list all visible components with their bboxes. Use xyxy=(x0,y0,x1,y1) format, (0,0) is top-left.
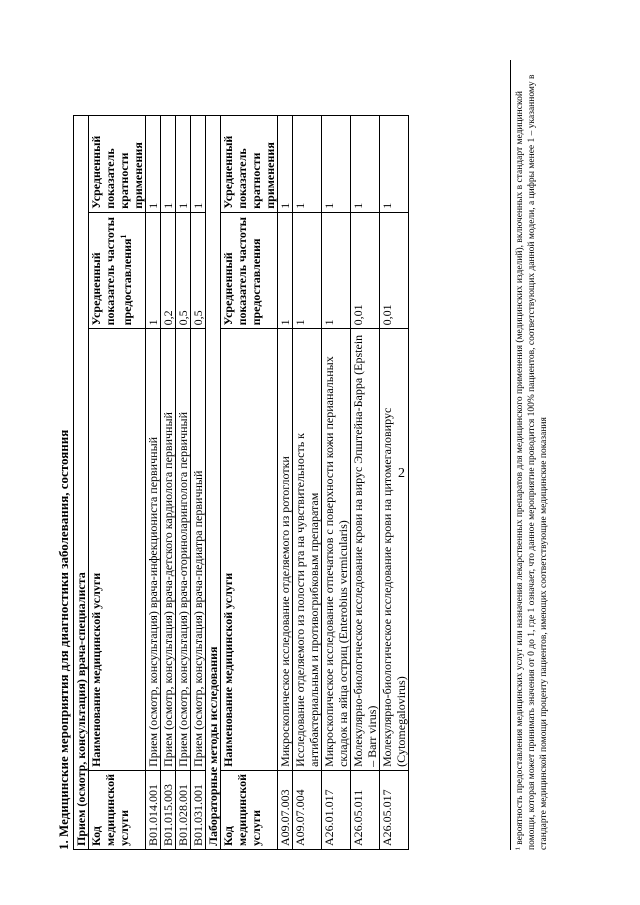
row-name: Микроскопическое исследование отпечатков с поверхности кожи перианальных складок на яйца остриц (Enterobius vermicularis) xyxy=(322,329,351,771)
row-name: Исследование отделяемого из полости рта на чувствительность к антибактериальным и противогрибковым препаратам xyxy=(293,329,322,771)
table-row xyxy=(322,116,351,850)
row-code: B01.015.003 xyxy=(161,770,176,849)
row-name: Молекулярно-биологическое исследование крови на вирус Эпштейна-Барра (Epstein – Barr virus) xyxy=(351,329,380,771)
table-row xyxy=(380,116,409,850)
row-frequency: 0,01 xyxy=(351,212,380,329)
table-row xyxy=(176,116,191,850)
row-code: B01.014.001 xyxy=(146,770,161,849)
row-code: A09.07.003 xyxy=(278,770,293,849)
row-frequency: 0,5 xyxy=(191,212,206,329)
table-row xyxy=(293,116,322,850)
row-frequency: 1 xyxy=(322,212,351,329)
row-code: A26.01.017 xyxy=(322,770,351,849)
row-frequency: 0,5 xyxy=(176,212,191,329)
row-name: Прием (осмотр, консультация) врача-педиатра первичный xyxy=(191,329,206,771)
header-multiplicity: Усредненный показатель кратности применения xyxy=(221,116,278,213)
footnote-ref: 1 xyxy=(119,234,128,239)
row-multiplicity: 1 xyxy=(278,116,293,213)
table-row xyxy=(351,116,380,850)
row-multiplicity: 1 xyxy=(191,116,206,213)
table-row xyxy=(146,116,161,850)
group-title-consultations: Прием (осмотр, консультация) врача-специалиста xyxy=(74,116,89,850)
header-name: Наименование медицинской услуги xyxy=(89,329,146,771)
section-title: 1. Медицинские мероприятия для диагностики заболевания, состояния xyxy=(56,429,71,850)
row-multiplicity: 1 xyxy=(293,116,322,213)
row-frequency: 0,01 xyxy=(380,212,409,329)
header-frequency-text: Усредненный показатель частоты предоставления xyxy=(89,217,134,326)
row-code: B01.031.001 xyxy=(191,770,206,849)
row-name: Прием (осмотр, консультация) врача-оториноларинголога первичный xyxy=(176,329,191,771)
row-code: B01.028.001 xyxy=(176,770,191,849)
row-frequency: 1 xyxy=(146,212,161,329)
row-frequency: 1 xyxy=(293,212,322,329)
header-code: Код медицинской услуги xyxy=(89,770,146,849)
row-code: A26.05.017 xyxy=(380,770,409,849)
header-frequency xyxy=(89,212,146,329)
row-multiplicity: 1 xyxy=(176,116,191,213)
row-multiplicity: 1 xyxy=(146,116,161,213)
table-row xyxy=(191,116,206,850)
row-frequency: 1 xyxy=(278,212,293,329)
row-frequency: 0,2 xyxy=(161,212,176,329)
row-name: Микроскопическое исследование отделяемого из ротоглотки xyxy=(278,329,293,771)
row-multiplicity: 1 xyxy=(322,116,351,213)
row-name: Молекулярно-биологическое исследование крови на цитомегаловирус (Cytomegalovirus) xyxy=(380,329,409,771)
row-multiplicity: 1 xyxy=(380,116,409,213)
rotated-content xyxy=(55,55,615,850)
header-name: Наименование медицинской услуги xyxy=(221,329,278,771)
row-name: Прием (осмотр, консультация) врача-инфекциониста первичный xyxy=(146,329,161,771)
row-name: Прием (осмотр, консультация) врача-детского кардиолога первичный xyxy=(161,329,176,771)
table-row xyxy=(161,116,176,850)
row-code: A09.07.004 xyxy=(293,770,322,849)
header-frequency: Усредненный показатель частоты предоставления xyxy=(221,212,278,329)
group-title-lab-methods: Лабораторные методы исследования xyxy=(206,116,221,850)
page-number: 2 xyxy=(398,466,405,481)
header-code: Код медицинской услуги xyxy=(221,770,278,849)
row-multiplicity: 1 xyxy=(351,116,380,213)
row-multiplicity: 1 xyxy=(161,116,176,213)
header-multiplicity: Усредненный показатель кратности применения xyxy=(89,116,146,213)
services-table xyxy=(73,115,409,850)
row-code: A26.05.011 xyxy=(351,770,380,849)
table-header xyxy=(221,116,278,850)
table-row xyxy=(278,116,293,850)
table-header xyxy=(89,116,146,850)
footnote: ¹ вероятность предоставления медицинских услуг или назначения лекарственных препаратов для медицинского применения (медицинских изделий), включенных в стандарт медицинской помощи, которая может принимать значения от 0 до 1, где 1 означает, что данное мероприятие проводится 100% пациентов, соответствующих данной модели, а цифры менее 1 – указанному в стандарте медицинской помощи проценту пациентов, имеющих соответствующие медицинские показания xyxy=(510,60,550,850)
